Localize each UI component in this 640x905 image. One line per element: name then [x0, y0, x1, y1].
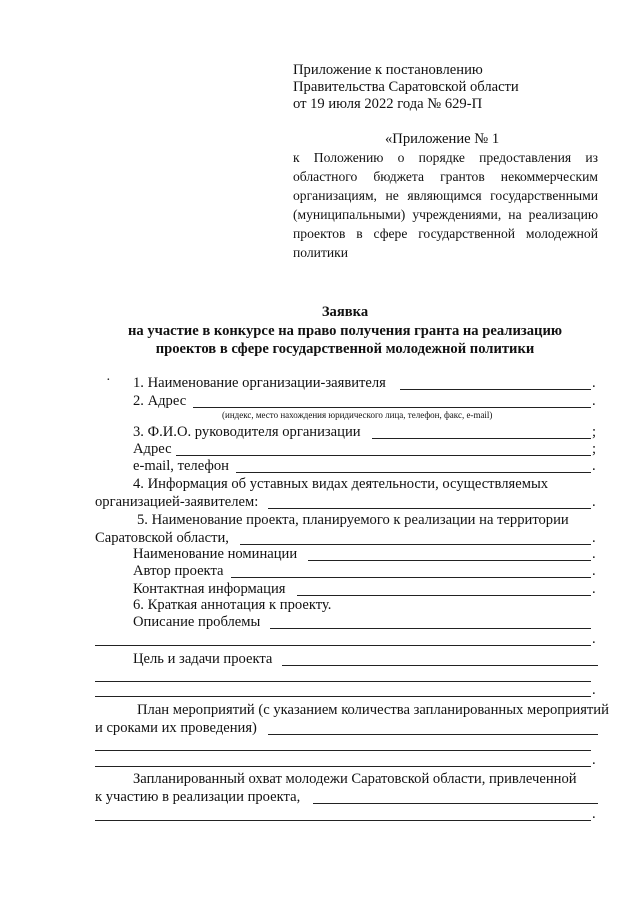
header-line-2: Правительства Саратовской области [293, 79, 519, 95]
header-line-1: Приложение к постановлению [293, 62, 483, 78]
appendix-text: к Положению о порядке предоставления из областного бюджета грантов некоммерческим организациям, не являющимся государственными (муниципальными) учреждениями, на реализацию проектов в сфере государственной молодежной политики [293, 150, 598, 260]
contact-line[interactable] [297, 595, 591, 596]
contact-label: Контактная информация [133, 581, 286, 597]
project-label-1: 5. Наименование проекта, планируемого к реализации на территории [137, 512, 569, 528]
nomination-label: Наименование номинации [133, 546, 298, 562]
activities-label-1: 4. Информация об уставных видах деятельности, осуществляемых [133, 476, 549, 492]
goals-line-1[interactable] [282, 665, 598, 666]
address-dot: . [592, 393, 596, 409]
head-contacts-label: e-mail, телефон [133, 458, 229, 474]
author-dot: . [592, 563, 596, 579]
problem-line-1[interactable] [270, 628, 591, 629]
activities-label-2: организацией-заявителем: [95, 494, 259, 510]
head-contacts-dot: . [592, 458, 596, 474]
contact-dot: . [592, 581, 596, 597]
nomination-dot: . [592, 546, 596, 562]
org-name-line[interactable] [400, 389, 591, 390]
head-address-label: Адрес [133, 441, 172, 457]
goals-label: Цель и задачи проекта [133, 651, 273, 667]
problem-dot: . [592, 631, 596, 647]
goals-line-2[interactable] [95, 681, 591, 682]
plan-dot: . [592, 752, 596, 768]
header-line-3: от 19 июля 2022 года № 629-П [293, 96, 483, 112]
form-title-line-2: на участие в конкурсе на право получения гранта на реализацию [127, 323, 562, 339]
form-title-line-3: проектов в сфере государственной молодежной политики [155, 341, 535, 357]
coverage-dot: . [592, 806, 596, 822]
address-hint: (индекс, место нахождения юридического лица, телефон, факс, e-mail) [222, 410, 493, 420]
problem-line-2[interactable] [95, 645, 591, 646]
coverage-line-1[interactable] [313, 803, 598, 804]
plan-line-1[interactable] [268, 734, 598, 735]
coverage-line-2[interactable] [95, 820, 591, 821]
bullet-mark: · [106, 373, 111, 388]
plan-label-1: План мероприятий (с указанием количества запланированных мероприятий [137, 702, 609, 718]
annotation-label: 6. Краткая аннотация к проекту. [133, 597, 332, 613]
address-label: 2. Адрес [133, 393, 187, 409]
form-title-line-1: Заявка [321, 304, 369, 320]
activities-line[interactable] [268, 508, 591, 509]
head-name-line[interactable] [372, 438, 591, 439]
org-name-label: 1. Наименование организации-заявителя [133, 375, 386, 391]
goals-dot: . [592, 682, 596, 698]
coverage-label-1: Запланированный охват молодежи Саратовской области, привлеченной [133, 771, 577, 787]
author-line[interactable] [231, 577, 591, 578]
author-label: Автор проекта [133, 563, 224, 579]
activities-dot: . [592, 494, 596, 510]
project-label-2: Саратовской области, [95, 530, 229, 546]
problem-label: Описание проблемы [133, 614, 261, 630]
coverage-label-2: к участию в реализации проекта, [95, 789, 301, 805]
head-contacts-line[interactable] [236, 472, 591, 473]
head-address-semicolon: ; [592, 441, 597, 457]
plan-line-3[interactable] [95, 766, 591, 767]
project-dot: . [592, 530, 596, 546]
head-name-label: 3. Ф.И.О. руководителя организации [133, 424, 361, 440]
plan-label-2: и сроками их проведения) [95, 720, 257, 736]
head-name-semicolon: ; [592, 424, 597, 440]
appendix-title: «Приложение № 1 [385, 131, 500, 147]
org-name-dot: . [592, 375, 596, 391]
goals-line-3[interactable] [95, 696, 591, 697]
plan-line-2[interactable] [95, 750, 591, 751]
project-line[interactable] [240, 544, 591, 545]
nomination-line[interactable] [308, 560, 591, 561]
address-line[interactable] [193, 407, 591, 408]
head-address-line[interactable] [176, 455, 591, 456]
